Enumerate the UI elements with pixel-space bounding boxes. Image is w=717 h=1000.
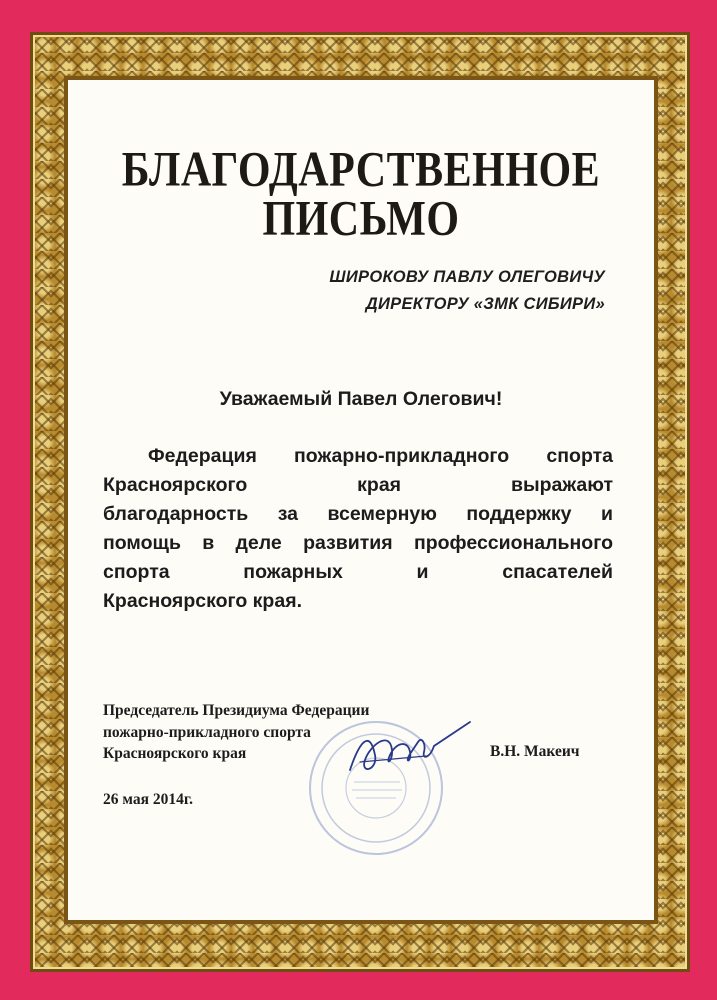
greeting: Уважаемый Павел Олегович! <box>219 388 503 410</box>
signature-line: Красноярского края <box>103 745 247 762</box>
body-line: благодарность за всемерную поддержку и <box>103 503 613 525</box>
signature-line: пожарно-прикладного спорта <box>103 723 311 741</box>
addressee-position: ДИРЕКТОРУ «ЗМК СИБИРИ» <box>365 295 605 313</box>
addressee-name: ШИРОКОВУ ПАВЛУ ОЛЕГОВИЧУ <box>329 268 605 286</box>
body-line: помощь в деле развития профессионального <box>103 532 613 554</box>
signer-name: В.Н. Макеич <box>490 743 580 760</box>
signature-line: Председатель Президиума Федерации <box>103 702 370 719</box>
title-line-1: БЛАГОДАРСТВЕННОЕ <box>121 142 601 198</box>
handwritten-signature <box>330 700 480 790</box>
document-date: 26 мая 2014г. <box>103 791 194 808</box>
body-line: Красноярского края выражают <box>103 474 613 496</box>
body-line: Федерация пожарно-прикладного спорта <box>148 445 613 467</box>
title-line-2: ПИСЬМО <box>262 191 460 247</box>
body-line: Красноярского края. <box>103 590 302 612</box>
body-line: спорта пожарных и спасателей <box>103 561 613 583</box>
letter-body <box>103 442 613 616</box>
